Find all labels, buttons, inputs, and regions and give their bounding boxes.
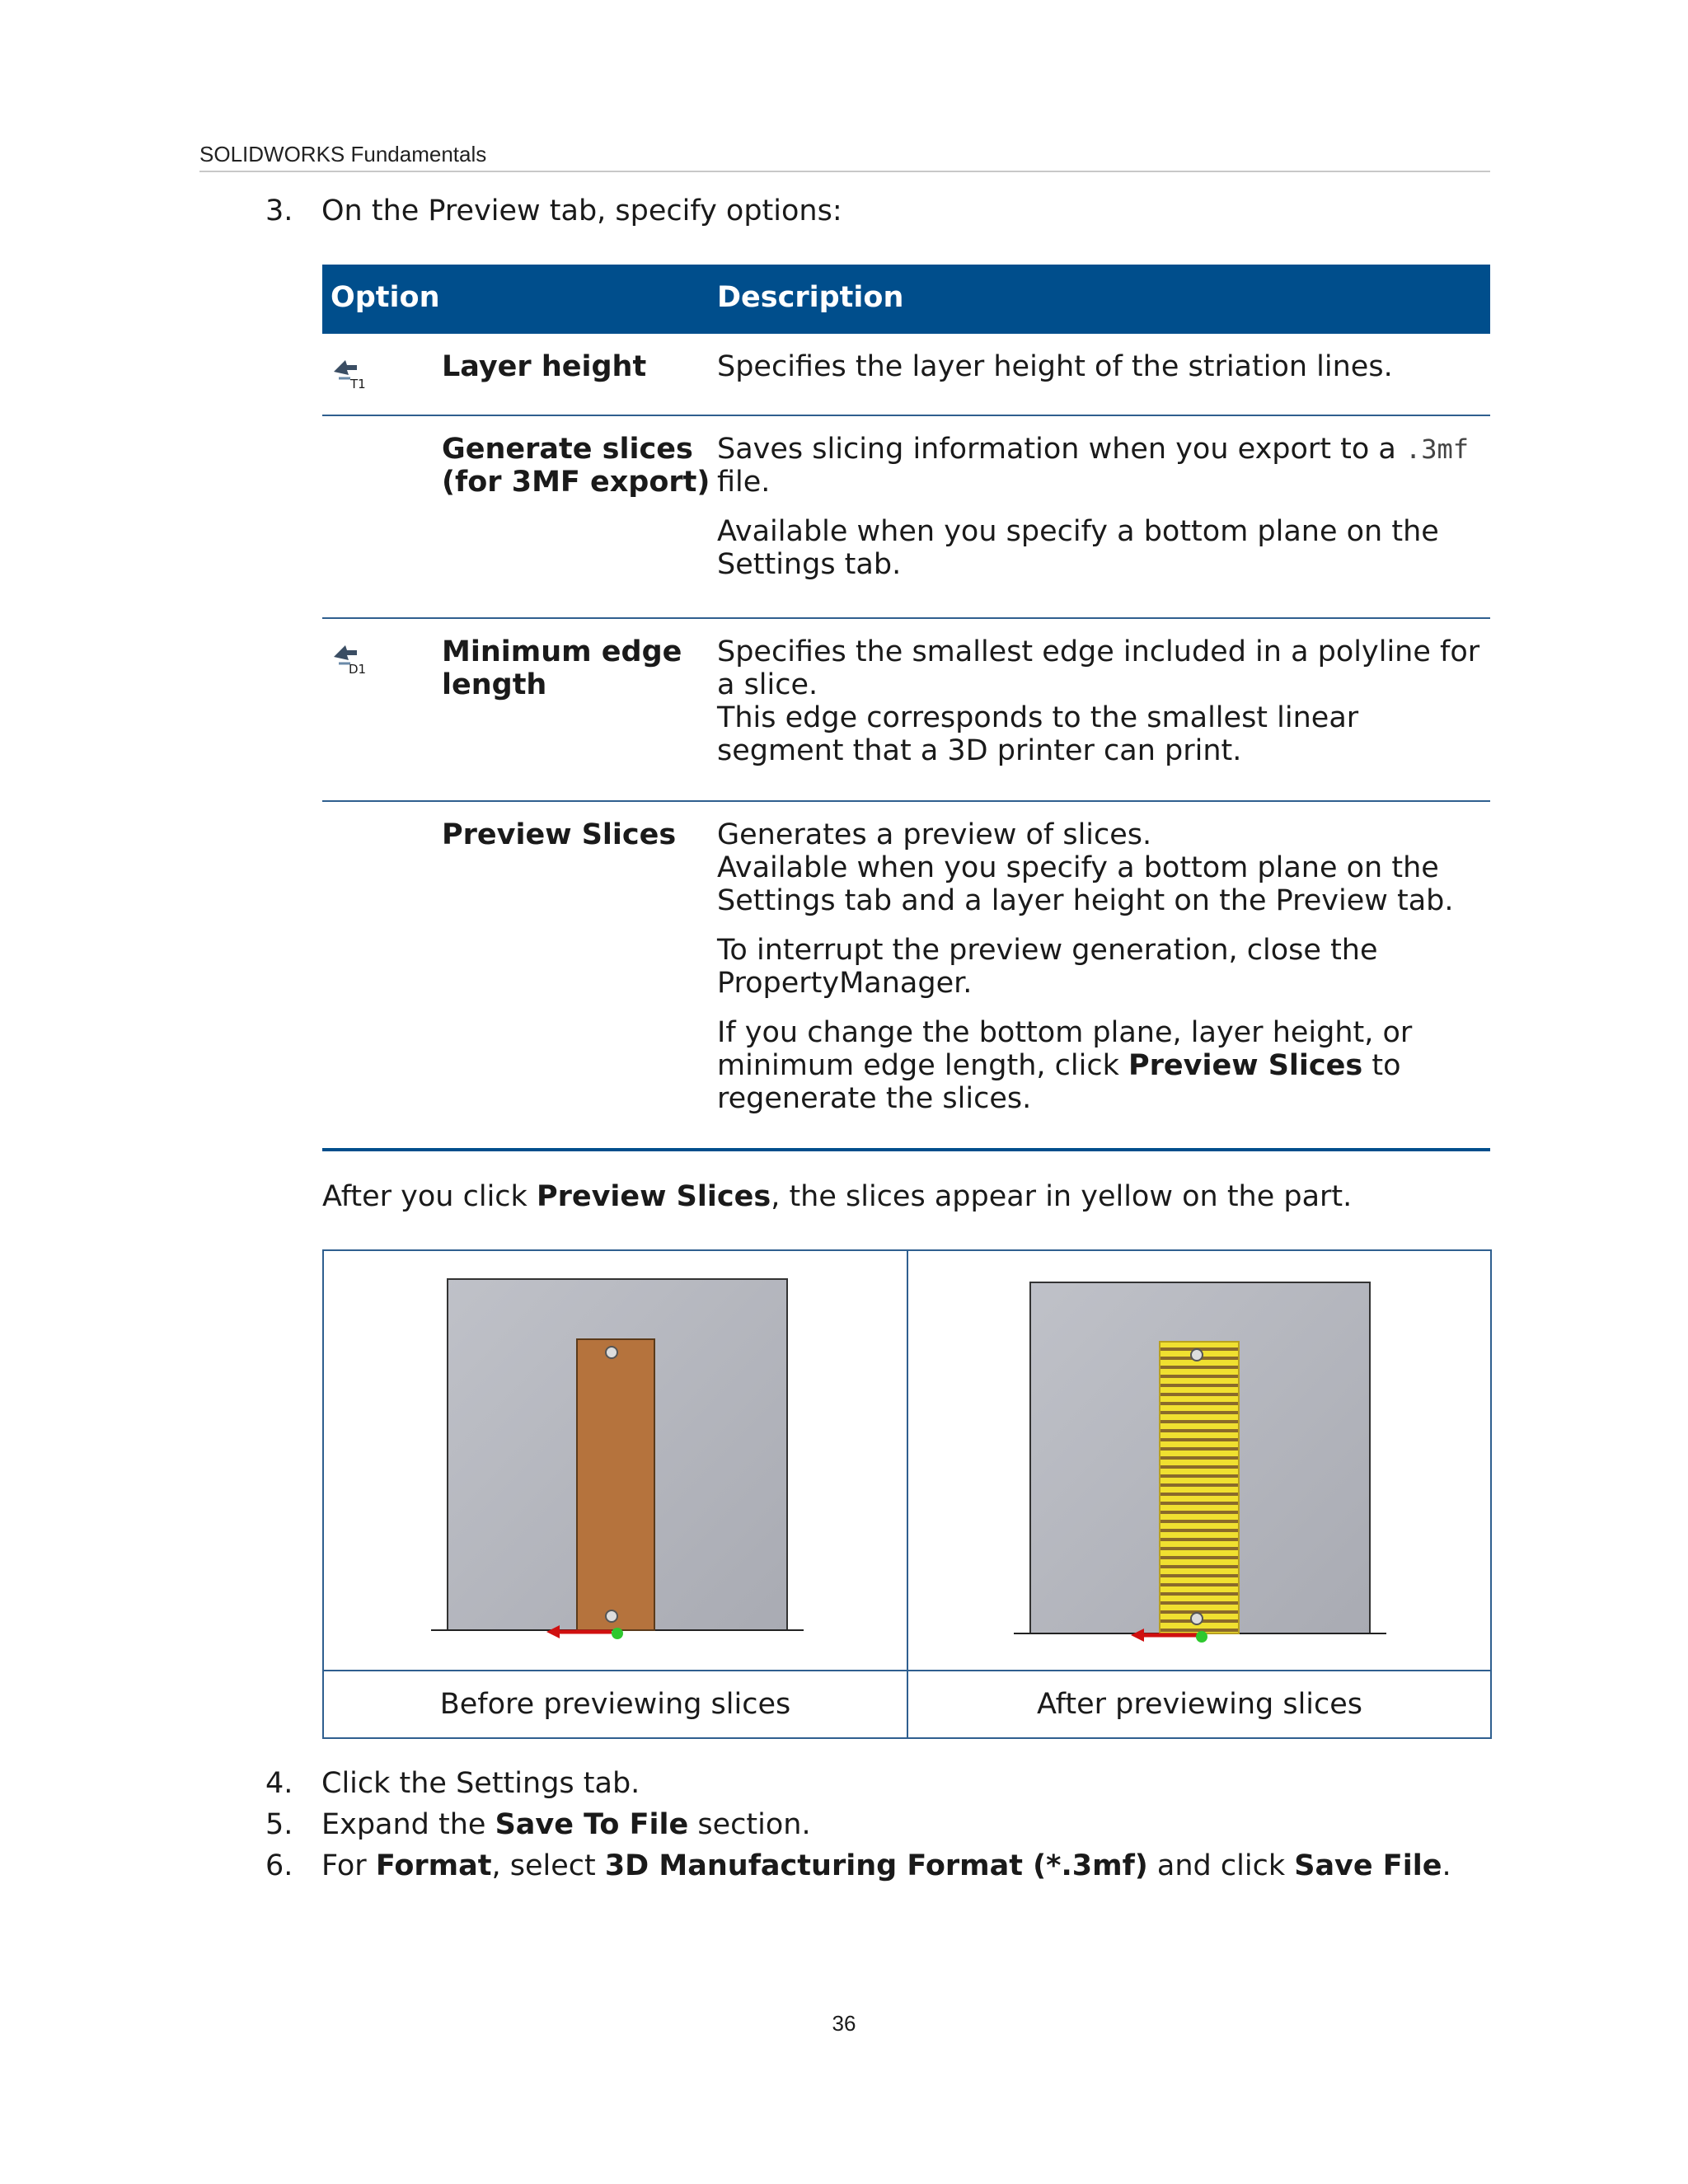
- min-edge-length-icon: [331, 639, 368, 677]
- table-row-preview-slices: [322, 802, 1490, 1148]
- icon-label: D1: [349, 662, 367, 677]
- options-table-header: [322, 265, 1490, 334]
- figure-caption: After previewing slices: [1036, 1688, 1363, 1721]
- step-number: 3.: [265, 194, 293, 227]
- figure-after: [908, 1251, 1491, 1737]
- option-name: Preview Slices: [442, 818, 677, 851]
- after-paragraph: After you click Preview Slices, the slices appear in yellow on the part.: [322, 1180, 1353, 1213]
- icon-label: T1: [350, 377, 366, 391]
- figure-table: [322, 1249, 1492, 1739]
- option-name: Minimum edge length: [442, 635, 682, 701]
- option-name: Generate slices (for 3MF export): [442, 433, 710, 499]
- option-description: Specifies the layer height of the striation lines.: [717, 350, 1393, 383]
- before-slices-image: [324, 1251, 907, 1671]
- table-bottom-rule: [322, 1148, 1490, 1151]
- step-text: Expand the Save To File section.: [321, 1808, 811, 1841]
- table-row-minimum-edge-length: [322, 619, 1490, 802]
- step-text: For Format, select 3D Manufacturing Format (*.3mf) and click Save File.: [321, 1849, 1451, 1882]
- options-table: [322, 265, 1490, 1148]
- option-description: Specifies the smallest edge included in a polyline for a slice. This edge corresponds to the smallest linear segment that a 3D printer can print.: [717, 635, 1480, 767]
- step-text: Click the Settings tab.: [321, 1767, 640, 1800]
- figure-caption: Before previewing slices: [439, 1688, 791, 1721]
- layer-height-icon: [331, 354, 368, 391]
- header-rule: [199, 171, 1490, 172]
- step-number: 5.: [265, 1808, 293, 1841]
- option-description: Saves slicing information when you export to a .3mf file. Available when you specify a bottom plane on the Settings tab.: [717, 433, 1470, 581]
- table-row-layer-height: [322, 334, 1490, 416]
- option-name: Layer height: [442, 350, 647, 383]
- running-header: SOLIDWORKS Fundamentals: [199, 142, 487, 166]
- step-number: 6.: [265, 1849, 293, 1882]
- step-number: 4.: [265, 1767, 293, 1800]
- table-row-generate-slices: [322, 416, 1490, 619]
- after-slices-image: [908, 1251, 1491, 1671]
- page-number: 36: [832, 2011, 856, 2036]
- step-text: On the Preview tab, specify options:: [321, 194, 842, 227]
- column-header-option: Option: [331, 281, 440, 314]
- figure-before: [324, 1251, 908, 1737]
- column-header-description: Description: [717, 281, 904, 314]
- option-description: Generates a preview of slices. Available when you specify a bottom plane on the Settings tab and a layer height on the Preview tab. To interrupt the preview generation, close the PropertyManager. If you change the bottom plane, layer height, or minimum edge length, click Preview Slices to regenerate the slices.: [717, 818, 1454, 1115]
